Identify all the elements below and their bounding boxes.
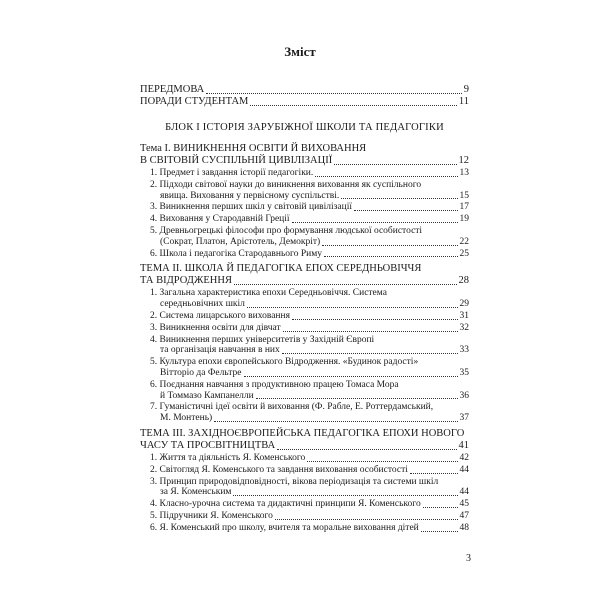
subentry-line1 — [150, 523, 469, 534]
toc-entry-page: 11 — [458, 96, 469, 107]
toc-subentry — [140, 335, 469, 357]
leader-dots — [282, 353, 458, 354]
leader-dots — [410, 473, 458, 474]
leader-dots — [250, 105, 457, 106]
leader-dots — [234, 284, 457, 285]
leader-dots — [423, 507, 458, 508]
subentry-page: 36 — [459, 390, 469, 401]
toc-subentry — [140, 311, 469, 322]
leader-dots — [256, 398, 458, 399]
subentry-line1 — [150, 453, 469, 464]
toc-subentry — [140, 453, 469, 464]
subentry-line2 — [150, 191, 469, 202]
subentry-text: 1. Предмет і завдання історії педагогіки. — [150, 168, 314, 178]
toc-subentry — [140, 168, 469, 179]
theme-section — [140, 428, 469, 534]
theme-title-line2 — [140, 440, 469, 452]
subentry-line2 — [150, 391, 469, 402]
theme-title-text: В СВІТОВІЙ СУСПІЛЬНІЙ ЦИВІЛІЗАЦІЇ — [140, 155, 333, 166]
subentry-line1 — [150, 511, 469, 522]
subentry-line1 — [150, 323, 469, 334]
block-heading: БЛОК І ІСТОРІЯ ЗАРУБІЖНОЇ ШКОЛИ ТА ПЕДАГОГІКИ — [165, 122, 444, 133]
subentry-line1 — [150, 202, 469, 213]
page-number: 3 — [466, 553, 471, 564]
themes-list — [140, 143, 469, 534]
subentry-line1: 5. Древньогрецькі філософи про формування людської особистості — [150, 225, 423, 236]
page-title: Зміст — [284, 44, 316, 59]
toc-subentry — [140, 511, 469, 522]
theme-page: 28 — [458, 275, 469, 287]
leader-dots — [315, 176, 457, 177]
toc-subentry — [140, 323, 469, 334]
subentry-text: 3. Виникнення перших шкіл у світовій цивілізації — [150, 202, 353, 213]
subentry-line1: 7. Гуманістичні ідеї освіти й виховання (Ф. Рабле, Е. Роттердамський, — [150, 402, 434, 413]
subentry-page: 32 — [459, 322, 469, 333]
subentry-page: 47 — [459, 510, 469, 521]
leader-dots — [354, 210, 457, 211]
subentry-line1: 3. Принцип природовідповідності, вікова періодизація та системи шкіл — [150, 476, 439, 487]
theme-title-line2 — [140, 155, 469, 167]
subentry-line1 — [150, 311, 469, 322]
leader-dots — [275, 519, 458, 520]
subentry-line1: 1. Загальна характеристика епохи Середньовіччя. Система — [150, 288, 387, 299]
subentry-line2 — [150, 368, 469, 379]
toc-subentry — [140, 202, 469, 213]
subentry-line1 — [150, 214, 469, 225]
theme-page: 41 — [458, 439, 469, 451]
theme-title-text: ТА ВІДРОДЖЕННЯ — [140, 275, 232, 287]
subentry-line2 — [150, 299, 469, 310]
leader-dots — [233, 495, 457, 496]
subentry-line1: 5. Культура епохи європейського Відродження. «Будинок радості» — [150, 357, 419, 368]
subentry-page: 15 — [459, 190, 469, 201]
theme-title-line1: ТЕМА ІІІ. ЗАХІДНОЄВРОПЕЙСЬКА ПЕДАГОГІКА ЕПОХИ НОВОГО — [140, 427, 465, 439]
subentry-page: 31 — [459, 310, 469, 321]
toc-subentry — [140, 477, 469, 499]
subentry-text: 6. Я. Коменський про школу, вчителя та моральне виховання дітей — [150, 522, 419, 533]
toc-subentry — [140, 380, 469, 402]
subentry-line1: 2. Підходи світової науки до виникнення виховання як суспільного — [150, 179, 422, 190]
theme-title-line2 — [140, 275, 469, 287]
subentry-text: 5. Підручники Я. Коменського — [150, 510, 273, 521]
toc-subentry — [140, 226, 469, 248]
subentry-page: 45 — [459, 499, 469, 510]
subentry-page: 48 — [459, 522, 469, 533]
subentry-text: за Я. Коменським — [160, 487, 232, 498]
leader-dots — [283, 331, 458, 332]
leader-dots — [244, 376, 458, 377]
subentry-page: 19 — [459, 214, 469, 225]
subentry-page: 35 — [459, 367, 469, 378]
subentry-page: 29 — [459, 299, 469, 310]
subentry-text: М. Монтень) — [160, 413, 213, 424]
leader-dots — [206, 93, 461, 94]
subentry-text: 2. Система лицарського виховання — [150, 310, 290, 321]
toc-entry-preface — [140, 84, 469, 96]
subentry-text: (Сократ, Платон, Арістотель, Демокріт) — [160, 236, 321, 247]
theme-section — [140, 143, 469, 259]
leader-dots — [292, 222, 458, 223]
subentry-page: 42 — [459, 452, 469, 463]
toc-subentry — [140, 249, 469, 260]
subentry-text: 6. Школа і педагогіка Стародавнього Риму — [150, 248, 322, 259]
table-of-contents — [140, 84, 469, 534]
subentry-page: 22 — [459, 236, 469, 247]
subentry-page: 13 — [459, 168, 469, 178]
theme-title-line1: ТЕМА ІІ. ШКОЛА Й ПЕДАГОГІКА ЕПОХ СЕРЕДНЬОВІЧЧЯ — [140, 263, 422, 275]
theme-title-text: ЧАСУ ТА ПРОСВІТНИЦТВА — [140, 439, 276, 451]
subentry-line2 — [150, 237, 469, 248]
subentry-text: 2. Світогляд Я. Коменського та завдання виховання особистості — [150, 464, 408, 475]
toc-subentry — [140, 214, 469, 225]
subentry-text: й Томмазо Кампанелли — [160, 390, 254, 401]
subentry-page: 44 — [459, 464, 469, 475]
toc-subentry — [140, 523, 469, 534]
leader-dots — [324, 256, 458, 257]
toc-entry-label: ПОРАДИ СТУДЕНТАМ — [140, 96, 249, 107]
toc-subentry — [140, 465, 469, 476]
leader-dots — [277, 449, 456, 450]
leader-dots — [334, 164, 456, 165]
subentry-text: 3. Виникнення освіти для дівчат — [150, 322, 281, 333]
subentry-page: 25 — [459, 248, 469, 259]
subentry-text: 4. Класно-урочна система та дидактичні принципи Я. Коменського — [150, 499, 421, 510]
subentry-line1 — [150, 465, 469, 476]
subentry-page: 33 — [459, 345, 469, 356]
subentry-line2 — [150, 487, 469, 498]
leader-dots — [292, 319, 458, 320]
subentry-line1 — [150, 499, 469, 510]
toc-subentry — [140, 499, 469, 510]
theme-title-line1: Тема І. ВИНИКНЕННЯ ОСВІТИ Й ВИХОВАННЯ — [140, 143, 367, 154]
toc-subentry — [140, 357, 469, 379]
toc-entry-advice — [140, 96, 469, 108]
subentry-text: явища. Виховання у первісному суспільстві. — [160, 190, 340, 201]
leader-dots — [322, 245, 457, 246]
toc-subentry — [140, 288, 469, 310]
subentry-page: 17 — [459, 202, 469, 213]
toc-entry-page: 9 — [463, 84, 469, 95]
subentry-line1: 4. Виникнення перших університетів у Західній Європі — [150, 334, 375, 345]
subentry-text: та організація навчання в них — [160, 345, 280, 356]
subentry-text: Вітторіо да Фельтре — [160, 367, 242, 378]
leader-dots — [307, 461, 457, 462]
toc-subentry — [140, 180, 469, 202]
subentry-page: 44 — [459, 487, 469, 498]
subentry-line1 — [150, 249, 469, 260]
subentry-text: 1. Життя та діяльність Я. Коменського — [150, 452, 306, 463]
theme-page: 12 — [458, 155, 469, 166]
subentry-line1: 6. Поєднання навчання з продуктивною працею Томаса Мора — [150, 379, 399, 390]
subentry-line1 — [150, 168, 469, 179]
leader-dots — [341, 198, 457, 199]
toc-entry-label: ПЕРЕДМОВА — [140, 84, 205, 95]
subentry-line2 — [150, 413, 469, 424]
toc-subentry — [140, 402, 469, 424]
leader-dots — [421, 531, 458, 532]
subentry-line2 — [150, 345, 469, 356]
leader-dots — [214, 421, 457, 422]
theme-section — [140, 263, 469, 424]
subentry-text: середньовічних шкіл — [160, 299, 245, 310]
leader-dots — [247, 307, 458, 308]
subentry-text: 4. Виховання у Стародавній Греції — [150, 214, 290, 225]
subentry-page: 37 — [459, 413, 469, 424]
